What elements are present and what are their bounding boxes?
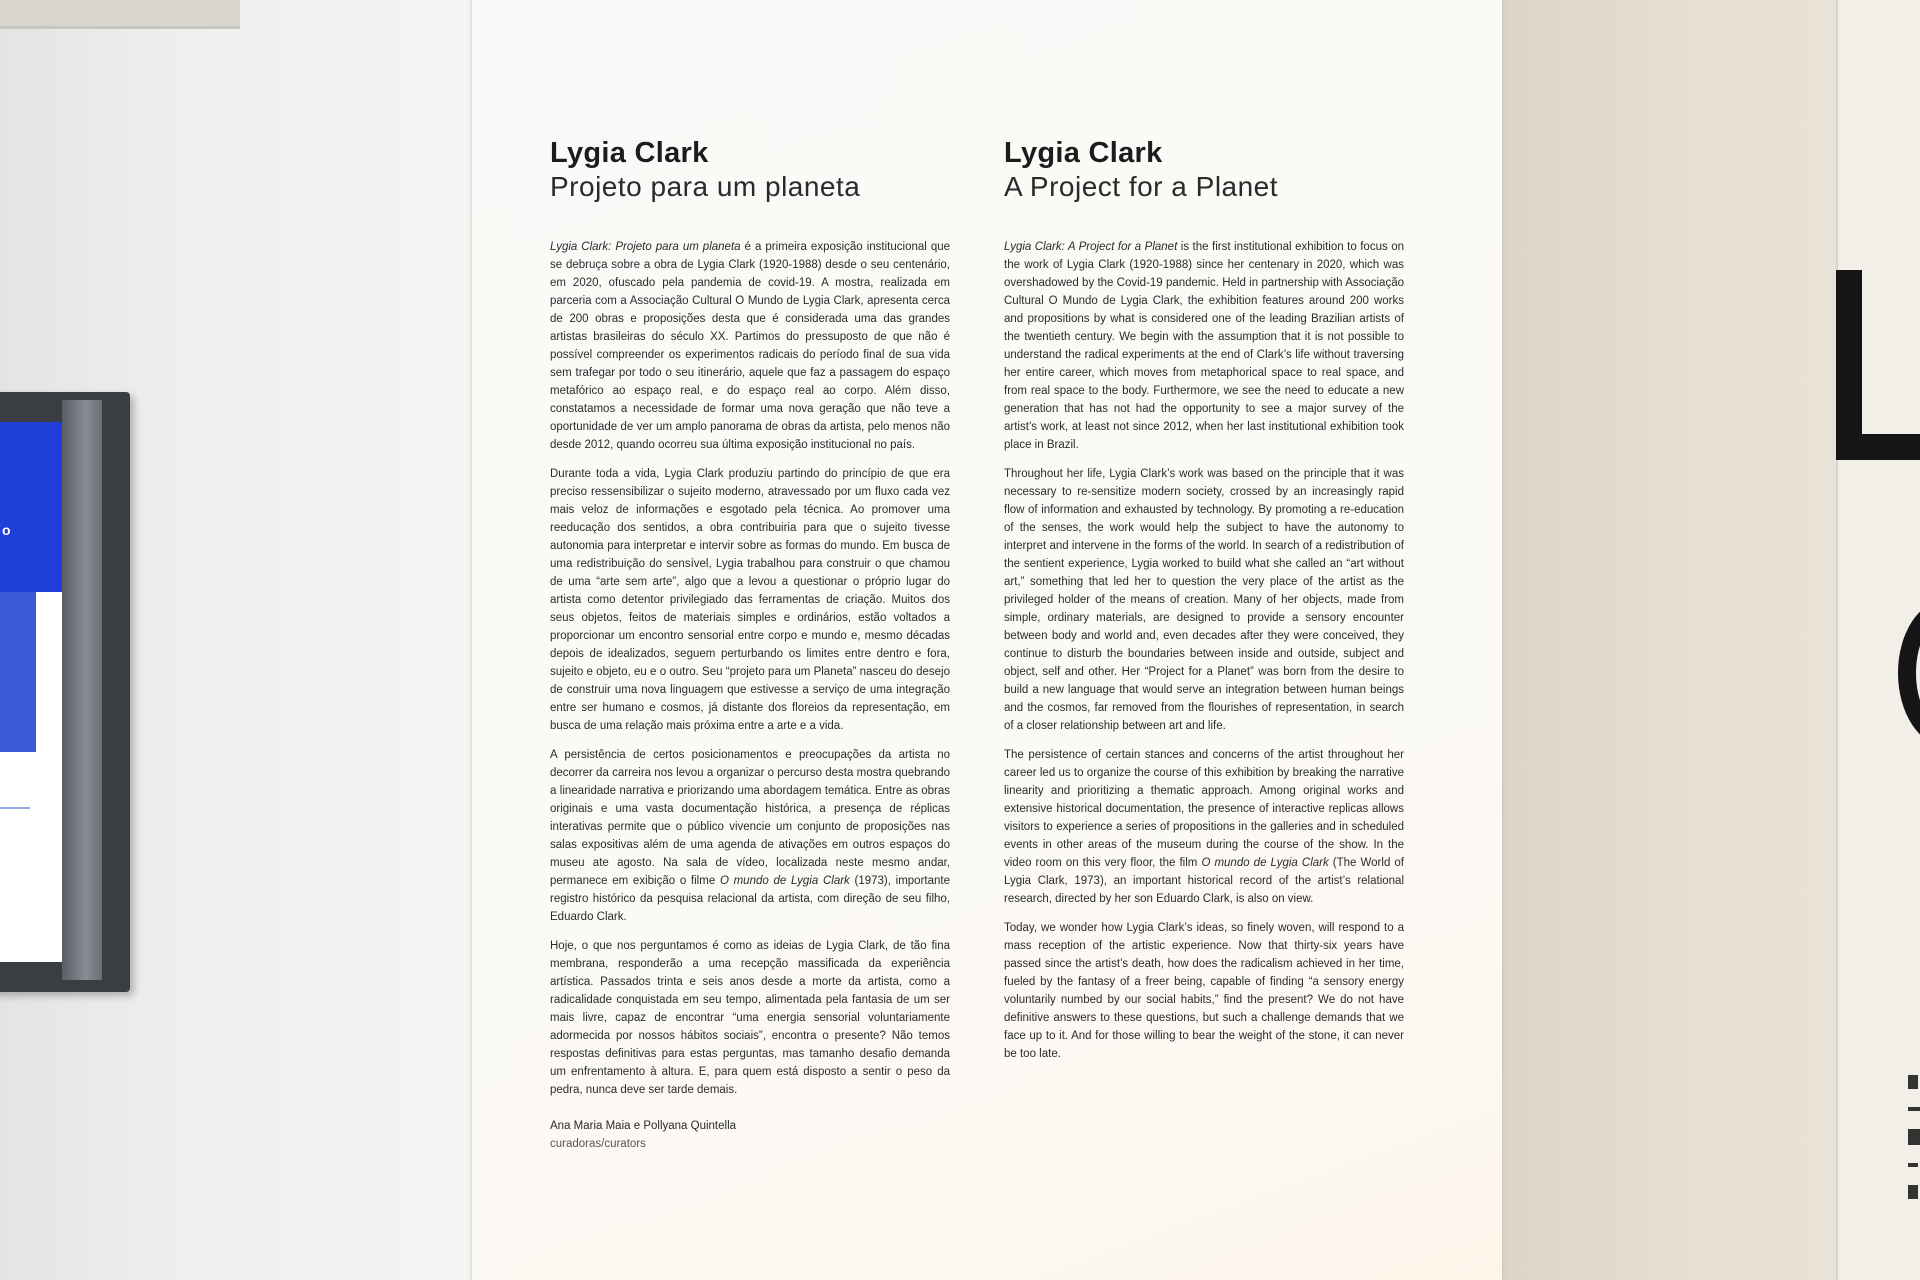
portuguese-column [550,136,950,1153]
tv-screen-blue-block [0,422,62,592]
paragraph-en-4: Today, we wonder how Lygia Clark’s ideas, so finely woven, will respond to a mass reception of the artistic experience. Now that thirty-six years have passed since the artist’s death, how does the radicalism achieved in her time, fueled by the fantasy of a freer being, capable of finding “a sensory energy voluntarily numbed by our social habits,” find the present? We do not have definitive answers to these questions, but such a challenge demands that we face up to it. And for those willing to bear the weight of the stone, it can never be too late. [1004,922,1404,1060]
paragraph-en-3: The persistence of certain stances and concerns of the artist throughout her career led us to organize the course of this exhibition by breaking the narrative linearity and prioritizing a thematic approach. Among original works and extensive historical documentation, the presence of interactive replicas allows visitors to experience a series of propositions in the galleries and in scheduled events in other areas of the museum during the course of the show. In the video room on this very floor, the film O mundo de Lygia Clark (The World of Lygia Clark, 1973), an important historical record of the artist’s relational research, directed by her son Eduardo Clark, is also on view. [1004,749,1404,905]
paragraph-en-1: Lygia Clark: A Project for a Planet is the first institutional exhibition to focus on the work of Lygia Clark (1920-1988) since her centenary in 2020, which was overshadowed by the Covid-19 pandemic. Held in partnership with Associação Cultural O Mundo de Lygia Clark, the exhibition features around 200 works and propositions by what is considered one of the leading Brazilian artists of the twentieth century. We begin with the assumption that it is not possible to understand the radical experiments at the end of Clark’s life without traversing her entire career, which moves from metaphorical space to real space, and from real space to the body. Furthermore, we see the need to educate a new generation that has not had the opportunity to see a major survey of the artist’s work, at least not since 2012, when her last institutional exhibition took place in Brazil. [1004,241,1404,451]
curators-role: curadoras/curators [550,1138,646,1150]
paragraph-pt-3: A persistência de certos posicionamentos e preocupações da artista no decorrer da carreira nos levou a organizar o percurso desta mostra quebrando a linearidade narrativa e priorizando uma abordagem temática. Entre as obras originais e uma vasta documentação histórica, a presença de réplicas interativas permite que o público vivencie um conjunto de proposições nas salas expositivas além de uma agenda de ativações em outros espaços do museu ate agosto. Na sala de vídeo, localizada neste mesmo andar, permanece em exibição o filme O mundo de Lygia Clark (1973), importante registro histórico da pesquisa relacional da artista, com direção de seu filho, Eduardo Clark. [550,749,950,923]
paragraph-pt-2: Durante toda a vida, Lygia Clark produziu partindo do princípio de que era preciso ressensibilizar o sujeito moderno, atravessado por um fluxo cada vez mais veloz de informações e esgotado pela técnica. Ao promover uma reeducação dos sentidos, a obra contribuiria para que o sujeito tivesse autonomia para interpretar e intervir sobre as formas do mundo. Em busca de uma redistribuição do sensível, Lygia trabalhou para construir o que chamou de uma “arte sem arte”, algo que a levou a questionar o próprio lugar do artista como detentor privilegiado das ferramentas de criação. Muitos dos seus objetos, feitos de materiais simples e ordinários, estão voltados a proporcionar um encontro sensorial entre corpo e mundo e, mesmo décadas depois de idealizados, seguem perturbando os limites entre dentro e fora, sujeito e objeto, eu e o outro. Seu “projeto para um Planeta” nasceu do desejo de construir uma nova linguagem que estivesse a serviço de uma integração entre ser humano e cosmos, já distante dos floreios da representação, em busca de uma relação mais próxima entre a arte e a vida. [550,468,950,732]
wall-top-molding [0,0,240,29]
curators-signature: Ana Maria Maia e Pollyana Quintella [550,1120,737,1132]
tv-bezel [62,400,102,980]
sponsor-logos [1908,1075,1920,1217]
wall-letter-l-graphic [1836,270,1920,460]
tv-screen-text: o [2,522,11,538]
paragraph-pt-4: Hoje, o que nos perguntamos é como as ideias de Lygia Clark, de tão fina membrana, responderão a uma recepção massificada da experiência artística. Passados trinta e seis anos desde a morte da artista, como a radicalidade conquistada em seu tempo, alimentada pela fantasia de um ser mais livre, capaz de encontrar “uma energia sensorial voluntariamente adormecida por nossos hábitos sociais”, encontra o presente? Não temos respostas definitivas para estas perguntas, mas tamanho desafio demanda um enfrentamento à altura. E, para quem está disposto a sentir o peso da pedra, nunca deve ser tarde demais. [550,940,950,1096]
paragraph-pt-1: Lygia Clark: Projeto para um planeta é a primeira exposição institucional que se debruça sobre a obra de Lygia Clark (1920-1988) desde o seu centenário, em 2020, ofuscado pela pandemia de covid-19. A mostra, realizada em parceria com a Associação Cultural O Mundo de Lygia Clark, apresenta cerca de 200 obras e proposições desta que é considerada uma das grandes artistas brasileiras do século XX. Partimos do pressuposto de que não é possível compreender os experimentos radicais do período final de sua vida sem trafegar por todo o seu itinerário, aquele que faz a passagem do espaço metafórico ao espaço real, e do espaço real ao corpo. Além disso, constatamos a necessidade de formar uma nova geração que não teve a oportunidade de ver um amplo panorama de obras da artista, pelo menos não desde 2012, quando ocorreu sua última exposição institucional no país. [550,241,951,451]
tv-screen-image [0,592,36,752]
tv-screen [0,422,62,962]
tv-screen-divider [0,807,30,809]
title-en: Lygia Clark [1004,137,1163,169]
subtitle-pt: Projeto para um planeta [550,171,861,202]
wall-mounted-tv [0,392,130,992]
wall-text-panel [472,0,1502,1280]
paragraph-en-2: Throughout her life, Lygia Clark’s work was based on the principle that it was necessary to re-sensitize modern society, crossed by an increasingly rapid flow of information and exhausted by technology. By promoting a re-education of the senses, the work would help the subject to have the autonomy to interpret and intervene in the forms of the world. In search of a redistribution of the sentient experience, Lygia worked to build what she called an “art without art,” something that led her to question the very place of the artist as the privileged holder of the means of creation. Many of her objects, made from simple, ordinary materials, are designed to provide a sensory encounter between body and world and, even decades after they were conceived, they continue to disturb the boundaries between inside and outside, subject and object, self and other. Her “Project for a Planet” was born from the desire to build a new language that would serve an integration between human beings and the cosmos, far removed from the flourishes of representation, in search of a closer relationship between art and life. [1004,468,1404,732]
title-pt: Lygia Clark [550,137,709,169]
subtitle-en: A Project for a Planet [1004,171,1279,202]
english-column [1004,136,1404,1074]
